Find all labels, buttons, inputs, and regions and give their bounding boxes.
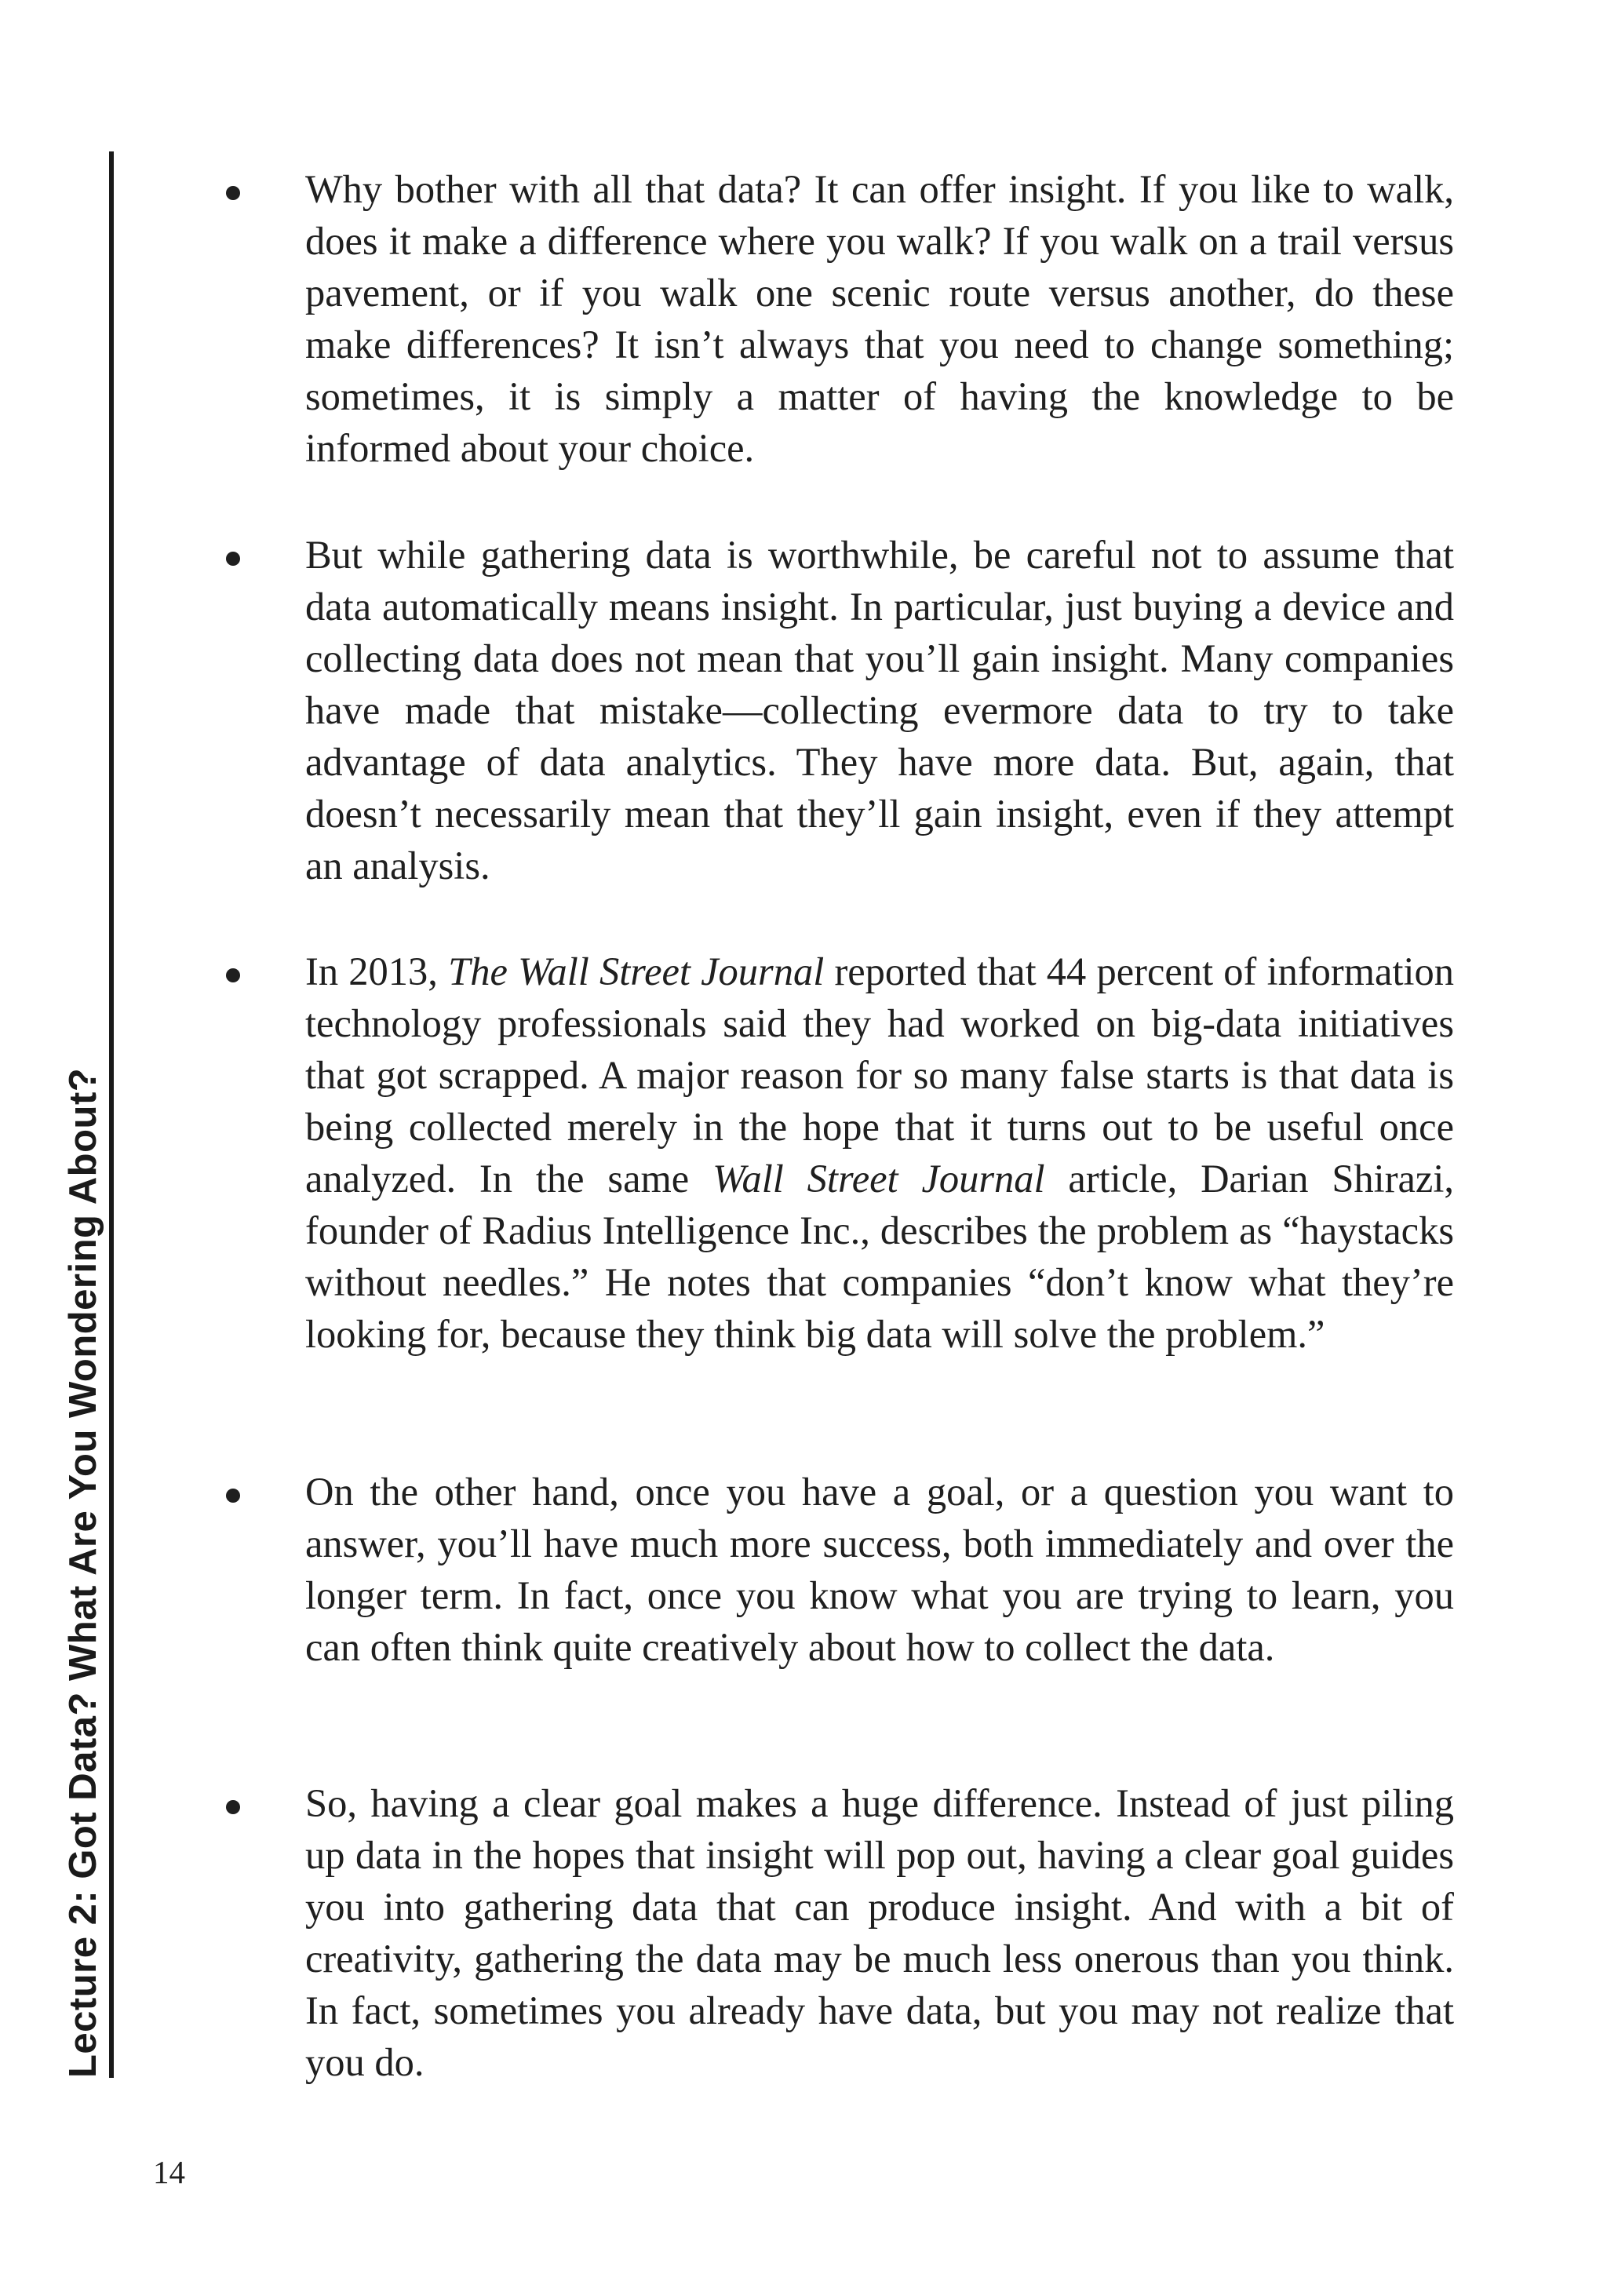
bullet-dot-icon [226, 552, 240, 566]
bullet-dot-icon [226, 1489, 240, 1503]
side-vertical-rule [109, 151, 114, 2078]
paragraph-text: In 2013, [305, 949, 449, 993]
bullet-paragraph [305, 946, 1454, 1360]
page-number: 14 [153, 2154, 185, 2190]
running-header-title: Lecture 2: Got Data? What Are You Wondering About? [62, 1067, 104, 2078]
bullet-dot-icon [226, 186, 240, 200]
publication-title: The Wall Street Journal [448, 949, 825, 993]
bullet-paragraph: So, having a clear goal makes a huge difference. Instead of just piling up data in the hopes that insight will pop out, having a clear goal guides you into gathering data that can produce insight. And with a bit of creativity, gathering the data may be much less onerous than you think. In fact, sometimes you already have data, but you may not realize that you do. [305, 1781, 1454, 2084]
bullet-dot-icon [226, 968, 240, 982]
bullet-paragraph: Why bother with all that data? It can offer insight. If you like to walk, does it make a difference where you walk? If you walk on a trail versus pavement, or if you walk one scenic route versus another, do these make differences? It isn’t always that you need to change something; sometimes, it is simply a matter of having the knowledge to be informed about your choice. [305, 167, 1454, 470]
paragraph-text: article, Darian Shirazi, founder of Radius Intelligence Inc., describes the problem as “haystacks without needles.” He notes that companies “don’t know what they’re looking for, because they think big data will solve the problem.” [305, 1157, 1455, 1356]
bullet-dot-icon [226, 1800, 240, 1814]
paragraph-text: reported that 44 percent of information technology professionals said they had worked on big-data initiatives that got scrapped. A major reason for so many false starts is that data is being collected merely in the hope that it turns out to be useful once analyzed. In the same [305, 949, 1454, 1201]
bullet-paragraph: But while gathering data is worthwhile, be careful not to assume that data automatically means insight. In particular, just buying a device and collecting data does not mean that you’ll gain insight. Many companies have made that mistake—collecting evermore data to try to take advantage of data analytics. They have more data. But, again, that doesn’t necessarily mean that they’ll gain insight, even if they attempt an analysis. [305, 533, 1454, 887]
publication-title: Wall Street Journal [712, 1157, 1045, 1201]
bullet-paragraph: On the other hand, once you have a goal, or a question you want to answer, you’ll have much more success, both immediately and over the longer term. In fact, once you know what you are trying to learn, you can often think quite creatively about how to collect the data. [305, 1470, 1454, 1669]
